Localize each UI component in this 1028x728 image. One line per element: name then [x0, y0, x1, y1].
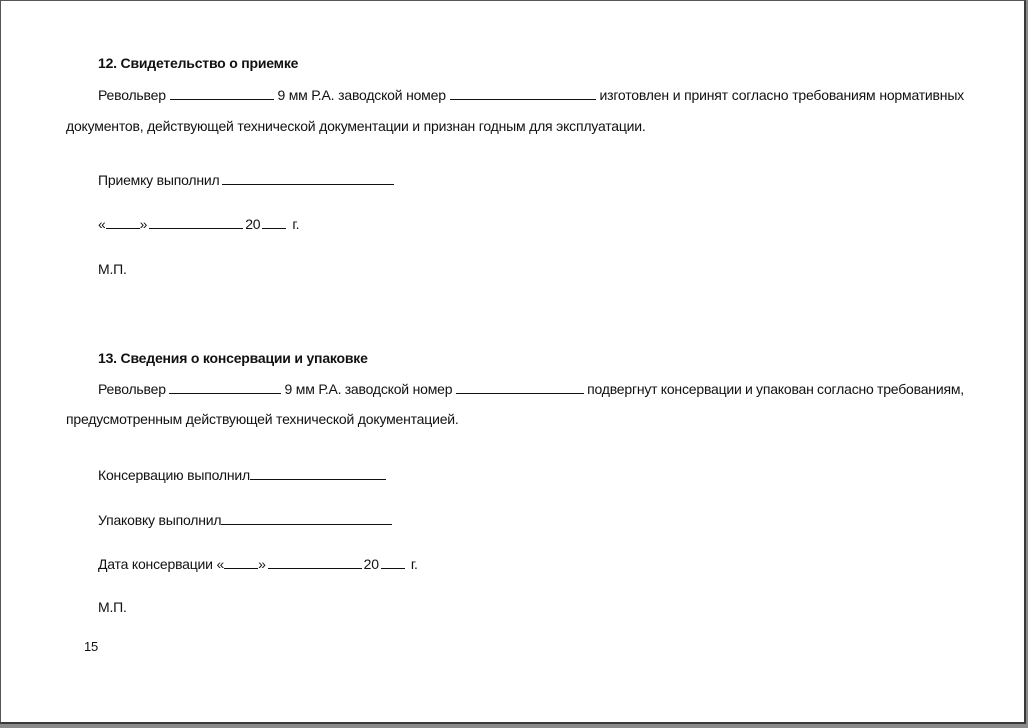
month-blank: [268, 555, 362, 569]
section-12-line-2: документов, действующей технической документации и признан годным для эксплуатации.: [66, 118, 646, 134]
revolver-label: Револьвер: [98, 87, 166, 103]
page-number: 15: [84, 639, 99, 654]
conservation-date-row: [98, 555, 418, 573]
day-blank: [106, 215, 140, 229]
revolver-label: Револьвер: [98, 381, 166, 397]
line-word: нормативных: [879, 87, 964, 103]
year-suffix: г.: [410, 556, 418, 572]
model-blank: [170, 86, 274, 100]
year-blank: [262, 215, 286, 229]
packing-by-row: [98, 511, 392, 529]
section-13-line-1: [98, 380, 964, 398]
year-suffix: г.: [292, 216, 300, 232]
serial-blank: [450, 86, 596, 100]
line-word: принят: [684, 87, 728, 103]
seal-mark-13: М.П.: [98, 599, 127, 615]
accepted-by-blank: [222, 171, 394, 185]
conservation-by-label: Консервацию выполнил: [98, 467, 250, 483]
line-word: согласно: [817, 381, 874, 397]
packing-by-label: Упаковку выполнил: [98, 512, 222, 528]
line-word: и: [745, 381, 753, 397]
day-blank: [224, 555, 258, 569]
line-word: и: [672, 87, 681, 103]
year-prefix: 20: [245, 216, 261, 232]
acceptance-date-row: [98, 215, 299, 233]
accepted-by-row: [98, 171, 396, 189]
line-word: подвергнут: [587, 381, 658, 397]
serial-label: заводской номер: [338, 87, 446, 103]
conservation-date-label: Дата консервации «: [98, 556, 225, 572]
conservation-by-blank: [250, 466, 386, 480]
month-blank: [149, 215, 243, 229]
accepted-by-label: Приемку выполнил: [98, 172, 220, 188]
caliber-label: 9 мм Р.А.: [277, 87, 335, 103]
line-word: изготовлен: [599, 87, 669, 103]
section-13-heading: 13. Сведения о консервации и упаковке: [98, 350, 368, 366]
date-quote-close: »: [258, 556, 266, 572]
line-word: требованиям,: [877, 381, 964, 397]
date-quote-open: «: [98, 216, 106, 232]
model-blank: [169, 380, 281, 394]
date-quote-close: »: [139, 216, 148, 232]
serial-blank: [456, 380, 584, 394]
seal-mark-12: М.П.: [98, 261, 127, 277]
section-12-line-1: [98, 86, 964, 104]
line-word: согласно: [731, 87, 789, 103]
caliber-label: 9 мм Р.А.: [284, 381, 342, 397]
conservation-by-row: [98, 466, 386, 484]
packing-by-blank: [221, 511, 392, 525]
year-blank: [381, 555, 405, 569]
line-word: упакован: [756, 381, 814, 397]
serial-label: заводской номер: [344, 381, 453, 397]
line-word: требованиям: [792, 87, 876, 103]
line-word: консервации: [660, 381, 742, 397]
section-12-heading: 12. Свидетельство о приемке: [98, 55, 299, 71]
year-prefix: 20: [363, 556, 379, 572]
section-13-line-2: предусмотренным действующей технической документацией.: [66, 411, 459, 427]
